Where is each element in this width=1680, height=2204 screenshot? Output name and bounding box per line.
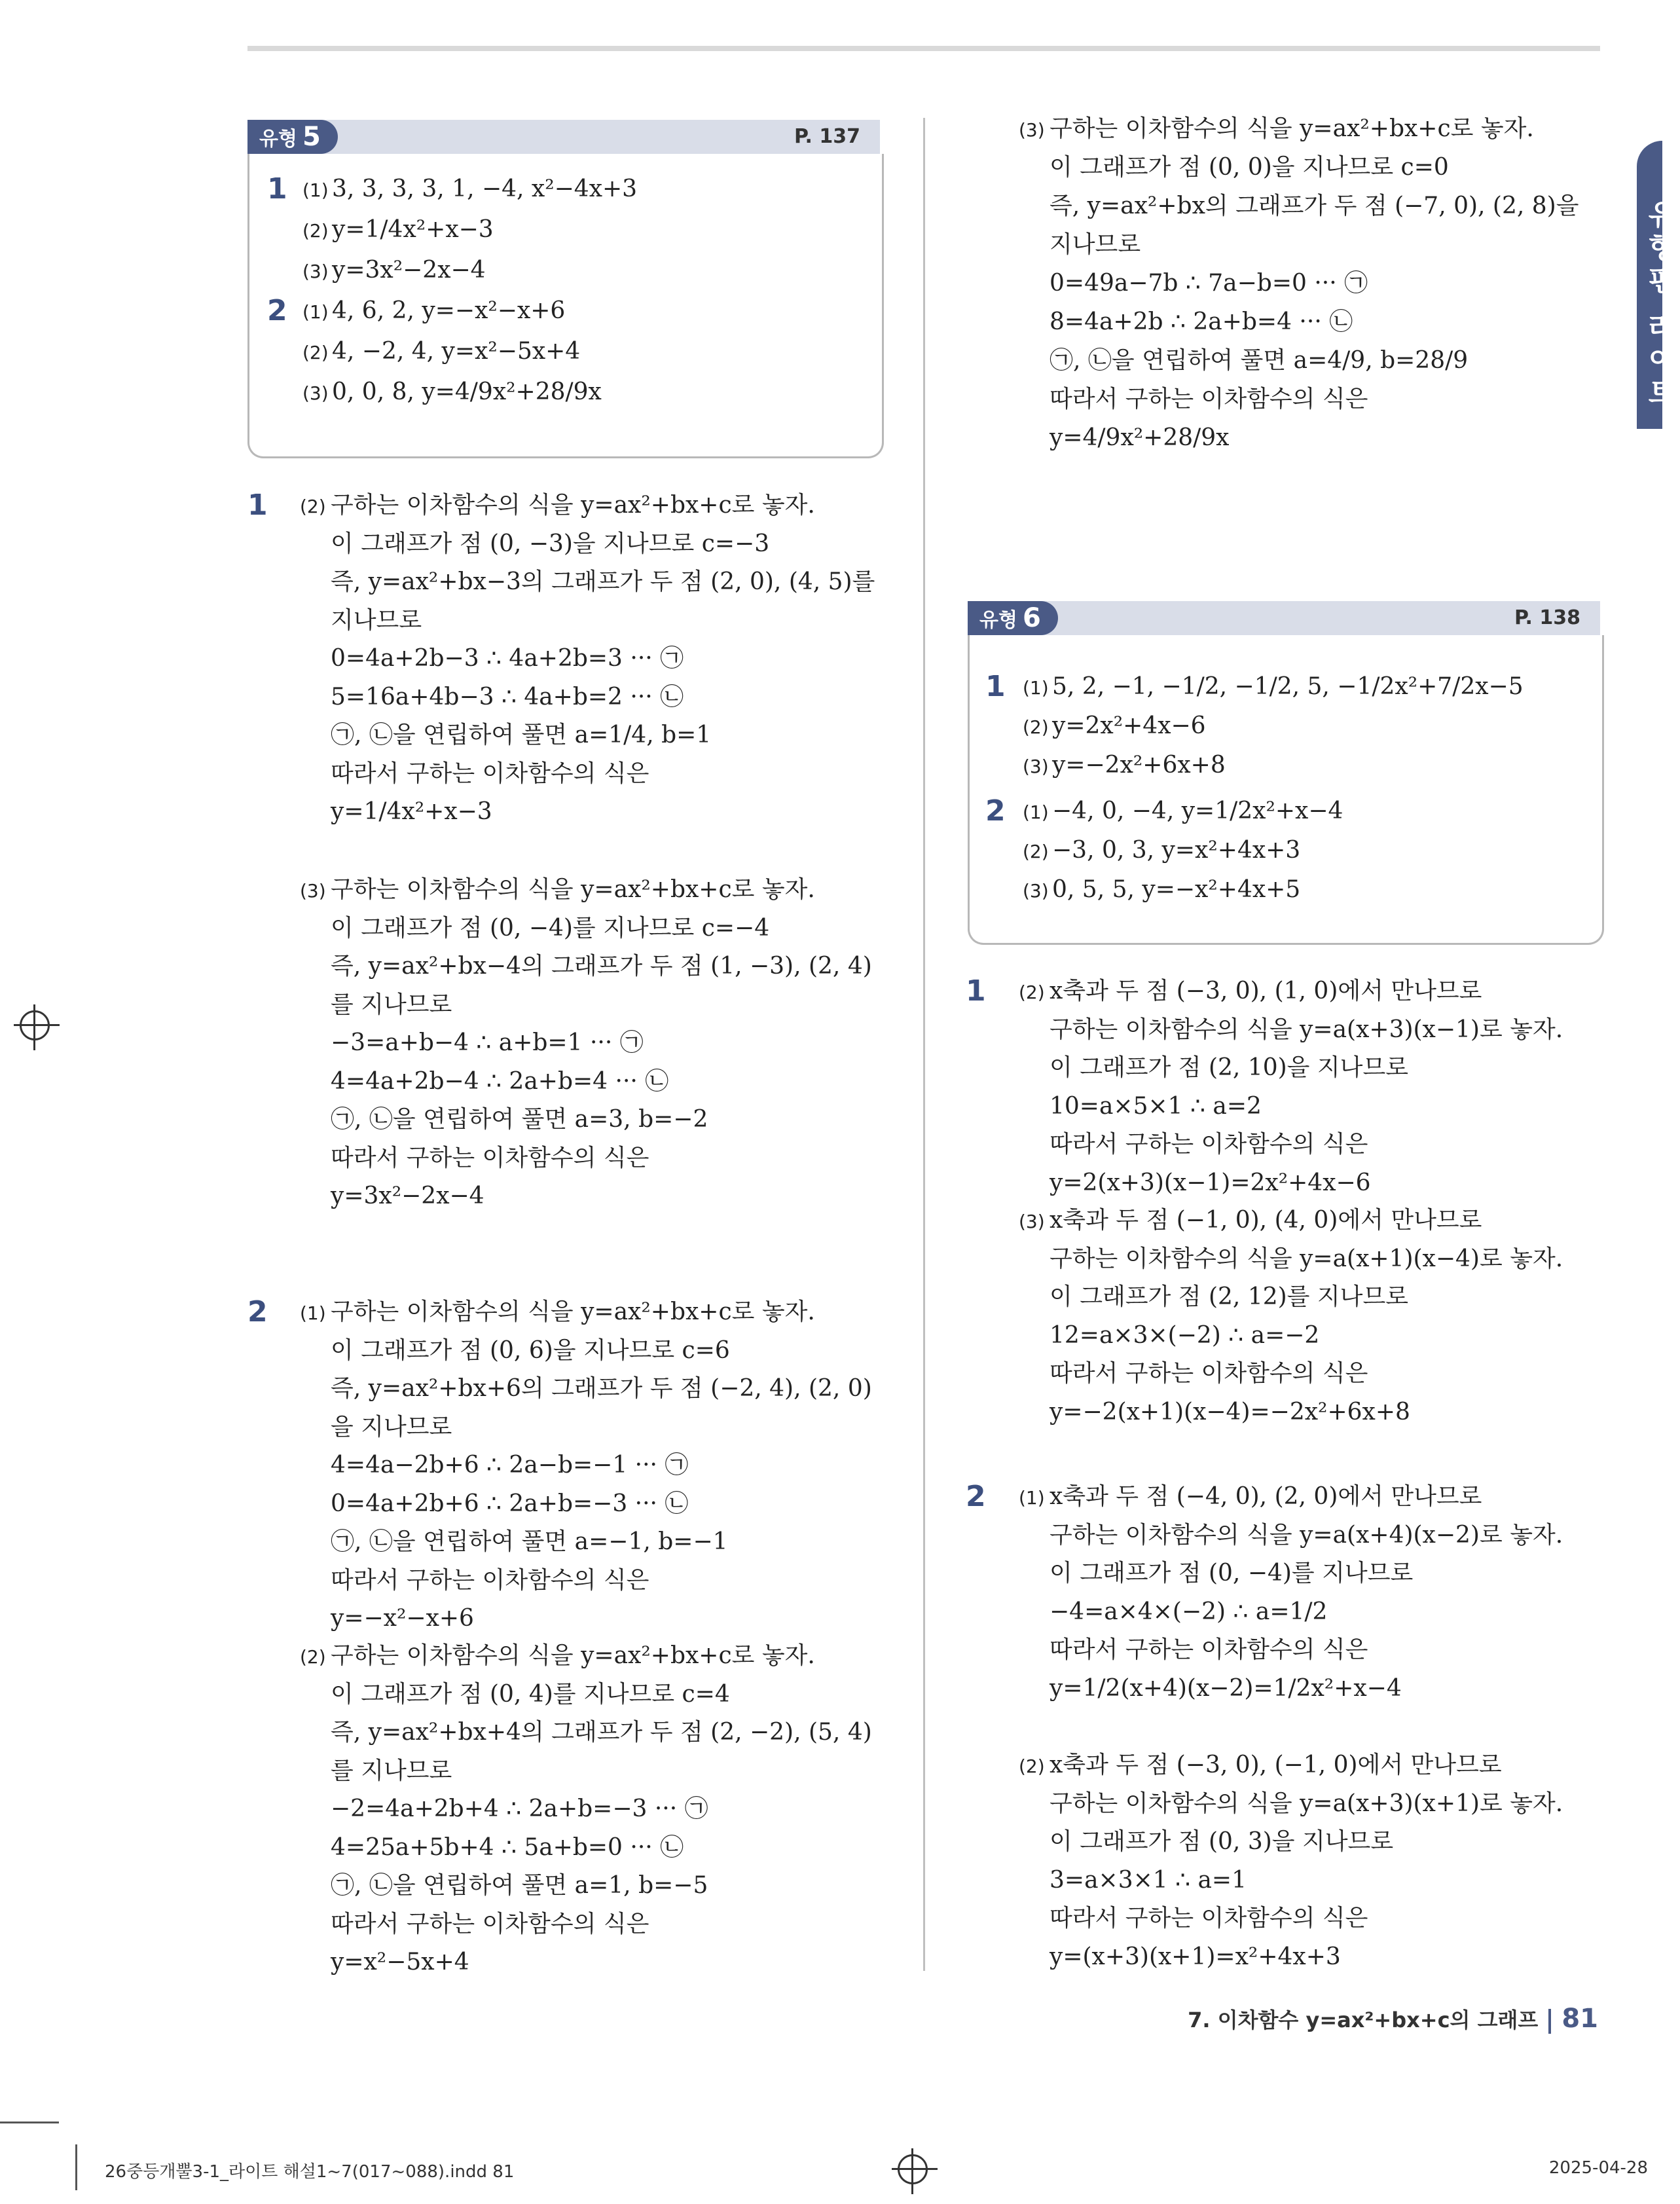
solution-line: 구하는 이차함수의 식을 y=a(x+3)(x−1)로 놓자. — [1050, 1016, 1563, 1043]
solution-line: ㉠, ㉡을 연립하여 풀면 a=1, b=−5 — [331, 1872, 708, 1899]
solution-part-label: (2) — [1019, 1755, 1045, 1777]
answer-line: 4, 6, 2, y=−x²−x+6 — [332, 297, 566, 324]
answer-line: 0, 0, 8, y=4/9x²+28/9x — [332, 378, 602, 405]
type5-number: 5 — [302, 122, 321, 152]
solution-line: 이 그래프가 점 (0, 6)을 지나므로 c=6 — [331, 1336, 730, 1364]
section-side-tab — [1637, 141, 1676, 429]
solution-line: 즉, y=ax²+bx의 그래프가 두 점 (−7, 0), (2, 8)을 — [1050, 193, 1579, 219]
solution-line: 이 그래프가 점 (2, 12)를 지나므로 — [1050, 1283, 1408, 1310]
answer-line: y=3x²−2x−4 — [332, 257, 486, 284]
answer-part-label: (2) — [302, 220, 329, 242]
answer-part-label: (2) — [1023, 716, 1049, 738]
solution-line: 10=a×5×1 ∴ a=2 — [1050, 1092, 1262, 1120]
type5-page-ref: P. 137 — [794, 125, 860, 148]
solution-line: 구하는 이차함수의 식을 y=a(x+1)(x−4)로 놓자. — [1050, 1245, 1563, 1272]
solution-part-label: (3) — [300, 880, 326, 902]
solution-line: y=2(x+3)(x−1)=2x²+4x−6 — [1050, 1169, 1371, 1196]
solution-line: 0=4a+2b+6 ∴ 2a+b=−3 ··· ㉡ — [331, 1490, 689, 1517]
answer-part-label: (2) — [302, 342, 329, 363]
page-number: 81 — [1561, 2004, 1598, 2034]
solution-line: 를 지나므로 — [331, 1757, 452, 1784]
answer-line: −4, 0, −4, y=1/2x²+x−4 — [1052, 798, 1343, 824]
solution-line: 0=49a−7b ∴ 7a−b=0 ··· ㉠ — [1050, 270, 1368, 297]
solution-line: 구하는 이차함수의 식을 y=ax²+bx+c로 놓자. — [331, 1298, 815, 1325]
solution-line: 지나므로 — [331, 606, 422, 634]
solution-line: 즉, y=ax²+bx+4의 그래프가 두 점 (2, −2), (5, 4) — [331, 1719, 872, 1746]
solution-line: 따라서 구하는 이차함수의 식은 — [1050, 1905, 1368, 1932]
solution-line: y=x²−5x+4 — [331, 1949, 469, 1975]
solution-number: 1 — [247, 488, 268, 522]
solution-line: 12=a×3×(−2) ∴ a=−2 — [1050, 1321, 1320, 1349]
solution-line: 을 지나므로 — [331, 1413, 452, 1441]
solution-line: 따라서 구하는 이차함수의 식은 — [331, 1910, 649, 1938]
side-tab-label: 유형편 라이트 — [1643, 200, 1676, 411]
solution-line: 구하는 이차함수의 식을 y=a(x+4)(x−2)로 놓자. — [1050, 1521, 1563, 1549]
answer-number: 2 — [267, 294, 287, 327]
solution-line: 구하는 이차함수의 식을 y=ax²+bx+c로 놓자. — [331, 1642, 815, 1669]
solution-part-label: (1) — [1019, 1487, 1045, 1509]
solution-line: 5=16a+4b−3 ∴ 4a+b=2 ··· ㉡ — [331, 683, 684, 710]
solution-line: 따라서 구하는 이차함수의 식은 — [331, 1566, 649, 1594]
chapter-title: 7. 이차함수 y=ax²+bx+c의 그래프 — [1188, 2008, 1539, 2032]
type5-badge: 유형 5 — [247, 120, 338, 154]
solution-line: 구하는 이차함수의 식을 y=ax²+bx+c로 놓자. — [331, 492, 815, 519]
crop-mark — [75, 2144, 77, 2190]
solution-line: 0=4a+2b−3 ∴ 4a+2b=3 ··· ㉠ — [331, 645, 684, 672]
solution-part-label: (2) — [300, 1646, 326, 1668]
answer-number: 2 — [985, 794, 1006, 828]
solution-number: 2 — [247, 1295, 268, 1329]
crop-mark — [0, 2121, 59, 2123]
answer-line: 4, −2, 4, y=x²−5x+4 — [332, 338, 581, 365]
solution-line: x축과 두 점 (−3, 0), (−1, 0)에서 만나므로 — [1050, 1752, 1502, 1778]
solution-line: 4=4a−2b+6 ∴ 2a−b=−1 ··· ㉠ — [331, 1452, 689, 1479]
solution-line: 따라서 구하는 이차함수의 식은 — [1050, 1636, 1368, 1663]
solution-line: 따라서 구하는 이차함수의 식은 — [1050, 1360, 1368, 1387]
type5-header — [247, 120, 880, 154]
solution-number: 2 — [966, 1480, 986, 1513]
solution-line: −2=4a+2b+4 ∴ 2a+b=−3 ··· ㉠ — [331, 1795, 708, 1822]
solution-line: ㉠, ㉡을 연립하여 풀면 a=−1, b=−1 — [331, 1528, 728, 1555]
type6-header — [968, 601, 1600, 635]
solution-line: 따라서 구하는 이차함수의 식은 — [1050, 1131, 1368, 1158]
solution-line: 이 그래프가 점 (0, 4)를 지나므로 c=4 — [331, 1680, 730, 1708]
solution-line: 이 그래프가 점 (0, −3)을 지나므로 c=−3 — [331, 530, 770, 557]
answer-line: y=2x²+4x−6 — [1052, 712, 1206, 739]
answer-part-label: (1) — [1023, 677, 1049, 699]
solution-line: x축과 두 점 (−3, 0), (1, 0)에서 만나므로 — [1050, 978, 1482, 1004]
solution-part-label: (3) — [1019, 119, 1045, 141]
answer-line: 0, 5, 5, y=−x²+4x+5 — [1052, 876, 1301, 903]
type6-number: 6 — [1022, 603, 1041, 633]
solution-line: 8=4a+2b ∴ 2a+b=4 ··· ㉡ — [1050, 308, 1353, 335]
answer-line: 3, 3, 3, 3, 1, −4, x²−4x+3 — [332, 175, 638, 202]
column-divider — [923, 118, 925, 1971]
type6-page-ref: P. 138 — [1514, 606, 1580, 629]
solution-line: ㉠, ㉡을 연립하여 풀면 a=3, b=−2 — [331, 1106, 708, 1133]
answer-number: 1 — [985, 670, 1006, 703]
solution-number: 1 — [966, 974, 986, 1008]
slug-filename: 26중등개뿔3-1_라이트 해설1~7(017~088).indd 81 — [105, 2162, 515, 2182]
answer-line: y=−2x²+6x+8 — [1052, 752, 1226, 779]
solution-line: y=−2(x+1)(x−4)=−2x²+6x+8 — [1050, 1398, 1410, 1425]
solution-part-label: (2) — [300, 496, 326, 517]
solution-part-label: (3) — [1019, 1211, 1045, 1232]
solution-line: y=3x²−2x−4 — [331, 1183, 484, 1209]
solution-line: 구하는 이차함수의 식을 y=ax²+bx+c로 놓자. — [331, 876, 815, 903]
answer-part-label: (1) — [302, 179, 329, 201]
answer-line: 5, 2, −1, −1/2, −1/2, 5, −1/2x²+7/2x−5 — [1052, 673, 1524, 700]
solution-line: 구하는 이차함수의 식을 y=ax²+bx+c로 놓자. — [1050, 115, 1534, 142]
solution-line: 이 그래프가 점 (0, 3)을 지나므로 — [1050, 1828, 1394, 1855]
answer-part-label: (1) — [1023, 801, 1049, 823]
answer-part-label: (3) — [1023, 756, 1049, 777]
solution-line: 구하는 이차함수의 식을 y=a(x+3)(x+1)로 놓자. — [1050, 1790, 1563, 1817]
solution-line: 이 그래프가 점 (0, 0)을 지나므로 c=0 — [1050, 154, 1449, 181]
solution-line: 3=a×3×1 ∴ a=1 — [1050, 1866, 1247, 1894]
answer-line: −3, 0, 3, y=x²+4x+3 — [1052, 837, 1301, 864]
footer-separator — [1548, 2009, 1551, 2034]
solution-line: y=1/2(x+4)(x−2)=1/2x²+x−4 — [1050, 1674, 1402, 1702]
solution-line: ㉠, ㉡을 연립하여 풀면 a=4/9, b=28/9 — [1050, 347, 1469, 374]
solution-line: ㉠, ㉡을 연립하여 풀면 a=1/4, b=1 — [331, 722, 712, 748]
solution-line: 이 그래프가 점 (0, −4)를 지나므로 c=−4 — [331, 914, 770, 942]
answer-line: y=1/4x²+x−3 — [332, 216, 494, 243]
solution-part-label: (1) — [300, 1302, 326, 1324]
top-rule — [247, 46, 1600, 51]
page-footer — [1188, 2004, 1598, 2034]
solution-line: 즉, y=ax²+bx−4의 그래프가 두 점 (1, −3), (2, 4) — [331, 953, 872, 980]
solution-line: 이 그래프가 점 (0, −4)를 지나므로 — [1050, 1560, 1414, 1587]
registration-mark-icon — [20, 1010, 50, 1040]
answer-part-label: (3) — [302, 261, 329, 282]
solution-line: 를 지나므로 — [331, 991, 452, 1018]
solution-line: −3=a+b−4 ∴ a+b=1 ··· ㉠ — [331, 1029, 644, 1056]
solution-line: 즉, y=ax²+bx−3의 그래프가 두 점 (2, 0), (4, 5)를 — [331, 568, 875, 595]
solution-part-label: (2) — [1019, 982, 1045, 1003]
solution-line: 지나므로 — [1050, 231, 1141, 258]
type6-badge: 유형 6 — [968, 601, 1058, 635]
slug-date: 2025-04-28 — [1548, 2158, 1648, 2178]
answer-number: 1 — [267, 172, 287, 206]
solution-line: 이 그래프가 점 (2, 10)을 지나므로 — [1050, 1054, 1408, 1081]
solution-line: 4=4a+2b−4 ∴ 2a+b=4 ··· ㉡ — [331, 1067, 669, 1095]
answer-part-label: (1) — [302, 301, 329, 323]
solution-line: y=4/9x²+28/9x — [1050, 424, 1230, 451]
answer-part-label: (3) — [302, 382, 329, 404]
solution-line: −4=a×4×(−2) ∴ a=1/2 — [1050, 1598, 1328, 1625]
solution-line: y=1/4x²+x−3 — [331, 798, 492, 825]
solution-line: 즉, y=ax²+bx+6의 그래프가 두 점 (−2, 4), (2, 0) — [331, 1375, 872, 1402]
solution-line: x축과 두 점 (−1, 0), (4, 0)에서 만나므로 — [1050, 1207, 1482, 1234]
solution-line: x축과 두 점 (−4, 0), (2, 0)에서 만나므로 — [1050, 1483, 1482, 1510]
registration-mark-icon — [898, 2154, 928, 2184]
solution-line: 따라서 구하는 이차함수의 식은 — [1050, 386, 1368, 413]
answer-part-label: (3) — [1023, 880, 1049, 902]
solution-line: y=−x²−x+6 — [331, 1605, 474, 1632]
solution-line: 4=25a+5b+4 ∴ 5a+b=0 ··· ㉡ — [331, 1833, 684, 1861]
solution-line: 따라서 구하는 이차함수의 식은 — [331, 760, 649, 787]
answer-part-label: (2) — [1023, 841, 1049, 862]
solution-line: 따라서 구하는 이차함수의 식은 — [331, 1144, 649, 1171]
solution-line: y=(x+3)(x+1)=x²+4x+3 — [1050, 1943, 1341, 1970]
